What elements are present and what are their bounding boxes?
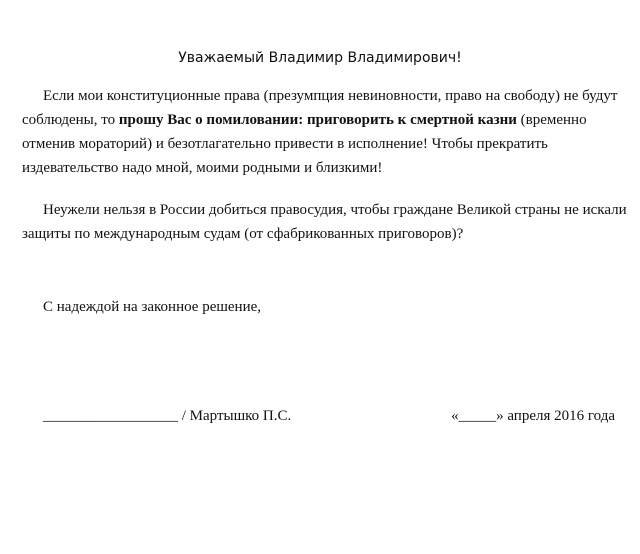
text-run: (временно [516,112,587,128]
paragraph-line: отменив мораторий) и безотлагательно привести в исполнение! Чтобы прекратить [22,136,548,152]
text-run: соблюдены, то [22,112,119,128]
paragraph-line [22,108,612,132]
paragraph-line: Если мои конституционные права (презумпция невиновности, право на свободу) не будут [43,88,618,104]
closing-line: С надеждой на законное решение, [43,299,262,315]
date-line: «_____» апреля 2016 года [451,408,615,424]
paragraph-line: Неужели нельзя в России добиться правосудия, чтобы граждане Великой страны не искали [43,202,627,218]
bold-request-text: прошу Вас о помиловании: приговорить к смертной казни [118,112,517,128]
paragraph-question [22,198,627,246]
paragraph-request [22,84,618,180]
salutation: Уважаемый Владимир Владимирович! [178,50,462,66]
signature-line: __________________ / Мартышко П.С. [43,408,292,424]
paragraph-line: издевательство надо мной, моими родными и близкими! [22,160,383,176]
paragraph-line: защиты по международным судам (от сфабрикованных приговоров)? [22,226,464,242]
